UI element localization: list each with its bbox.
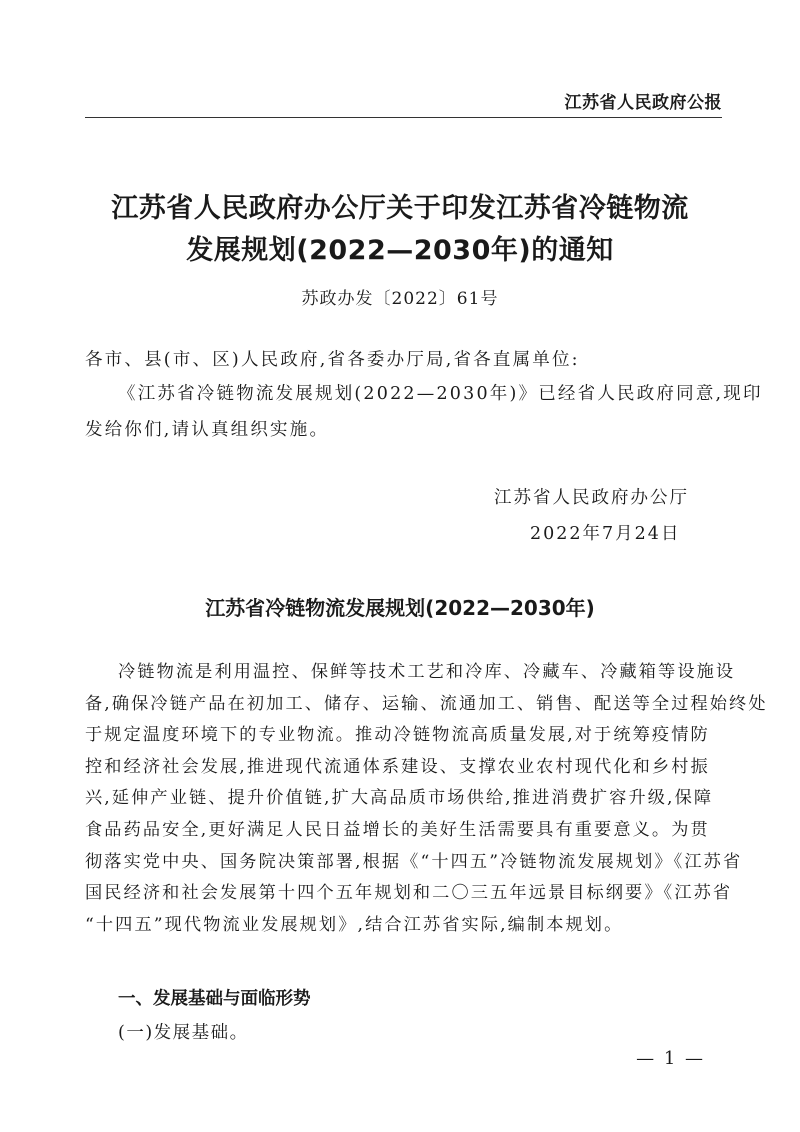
subsection-heading: (一)发展基础。	[118, 1023, 249, 1043]
plan-title: 江苏省冷链物流发展规划(2022—2030年)	[205, 596, 595, 620]
notice-title-line-2: 发展规划(2022—2030年)的通知	[186, 235, 614, 266]
intro-line: 食品药品安全,更好满足人民日益增长的美好生活需要具有重要意义。为贯	[85, 819, 710, 840]
intro-line: “十四五”现代物流业发展规划》,结合江苏省实际,编制本规划。	[85, 914, 624, 935]
plan-intro-paragraph	[85, 657, 768, 941]
intro-line: 兴,延伸产业链、提升价值链,扩大高品质市场供给,推进消费扩容升级,保障	[85, 788, 714, 809]
issuing-office: 江苏省人民政府办公厅	[494, 488, 689, 508]
intro-line: 彻落实党中央、国务院决策部署,根据《“十四五”冷链物流发展规划》《江苏省	[85, 851, 743, 872]
addressee: 各市、县(市、区)人民政府,省各委办厅局,省各直属单位:	[85, 350, 580, 370]
intro-line: 冷链物流是利用温控、保鲜等技术工艺和冷库、冷藏车、冷藏箱等设施设	[118, 662, 736, 682]
intro-line: 控和经济社会发展,推进现代流通体系建设、支撑农业农村现代化和乡村振	[85, 756, 710, 777]
publication-header: 江苏省人民政府公报	[564, 93, 722, 113]
notice-title-line-1: 江苏省人民政府办公厅关于印发江苏省冷链物流	[111, 193, 689, 224]
intro-line: 备,确保冷链产品在初加工、储存、运输、流通加工、销售、配送等全过程始终处	[85, 693, 768, 714]
page-number: — 1 —	[636, 1048, 705, 1069]
section-heading: 一、发展基础与面临形势	[118, 989, 311, 1009]
document-number: 苏政办发〔2022〕61号	[301, 289, 499, 309]
header-divider	[85, 117, 722, 118]
issue-date: 2022年7月24日	[530, 524, 681, 544]
notice-content-line-1: 《江苏省冷链物流发展规划(2022—2030年)》已经省人民政府同意,现印	[118, 384, 763, 404]
notice-content-line-2: 发给你们,请认真组织实施。	[85, 420, 330, 440]
intro-line: 于规定温度环境下的专业物流。推动冷链物流高质量发展,对于统筹疫情防	[85, 725, 710, 746]
intro-line: 国民经济和社会发展第十四个五年规划和二〇三五年远景目标纲要》《江苏省	[85, 883, 733, 904]
